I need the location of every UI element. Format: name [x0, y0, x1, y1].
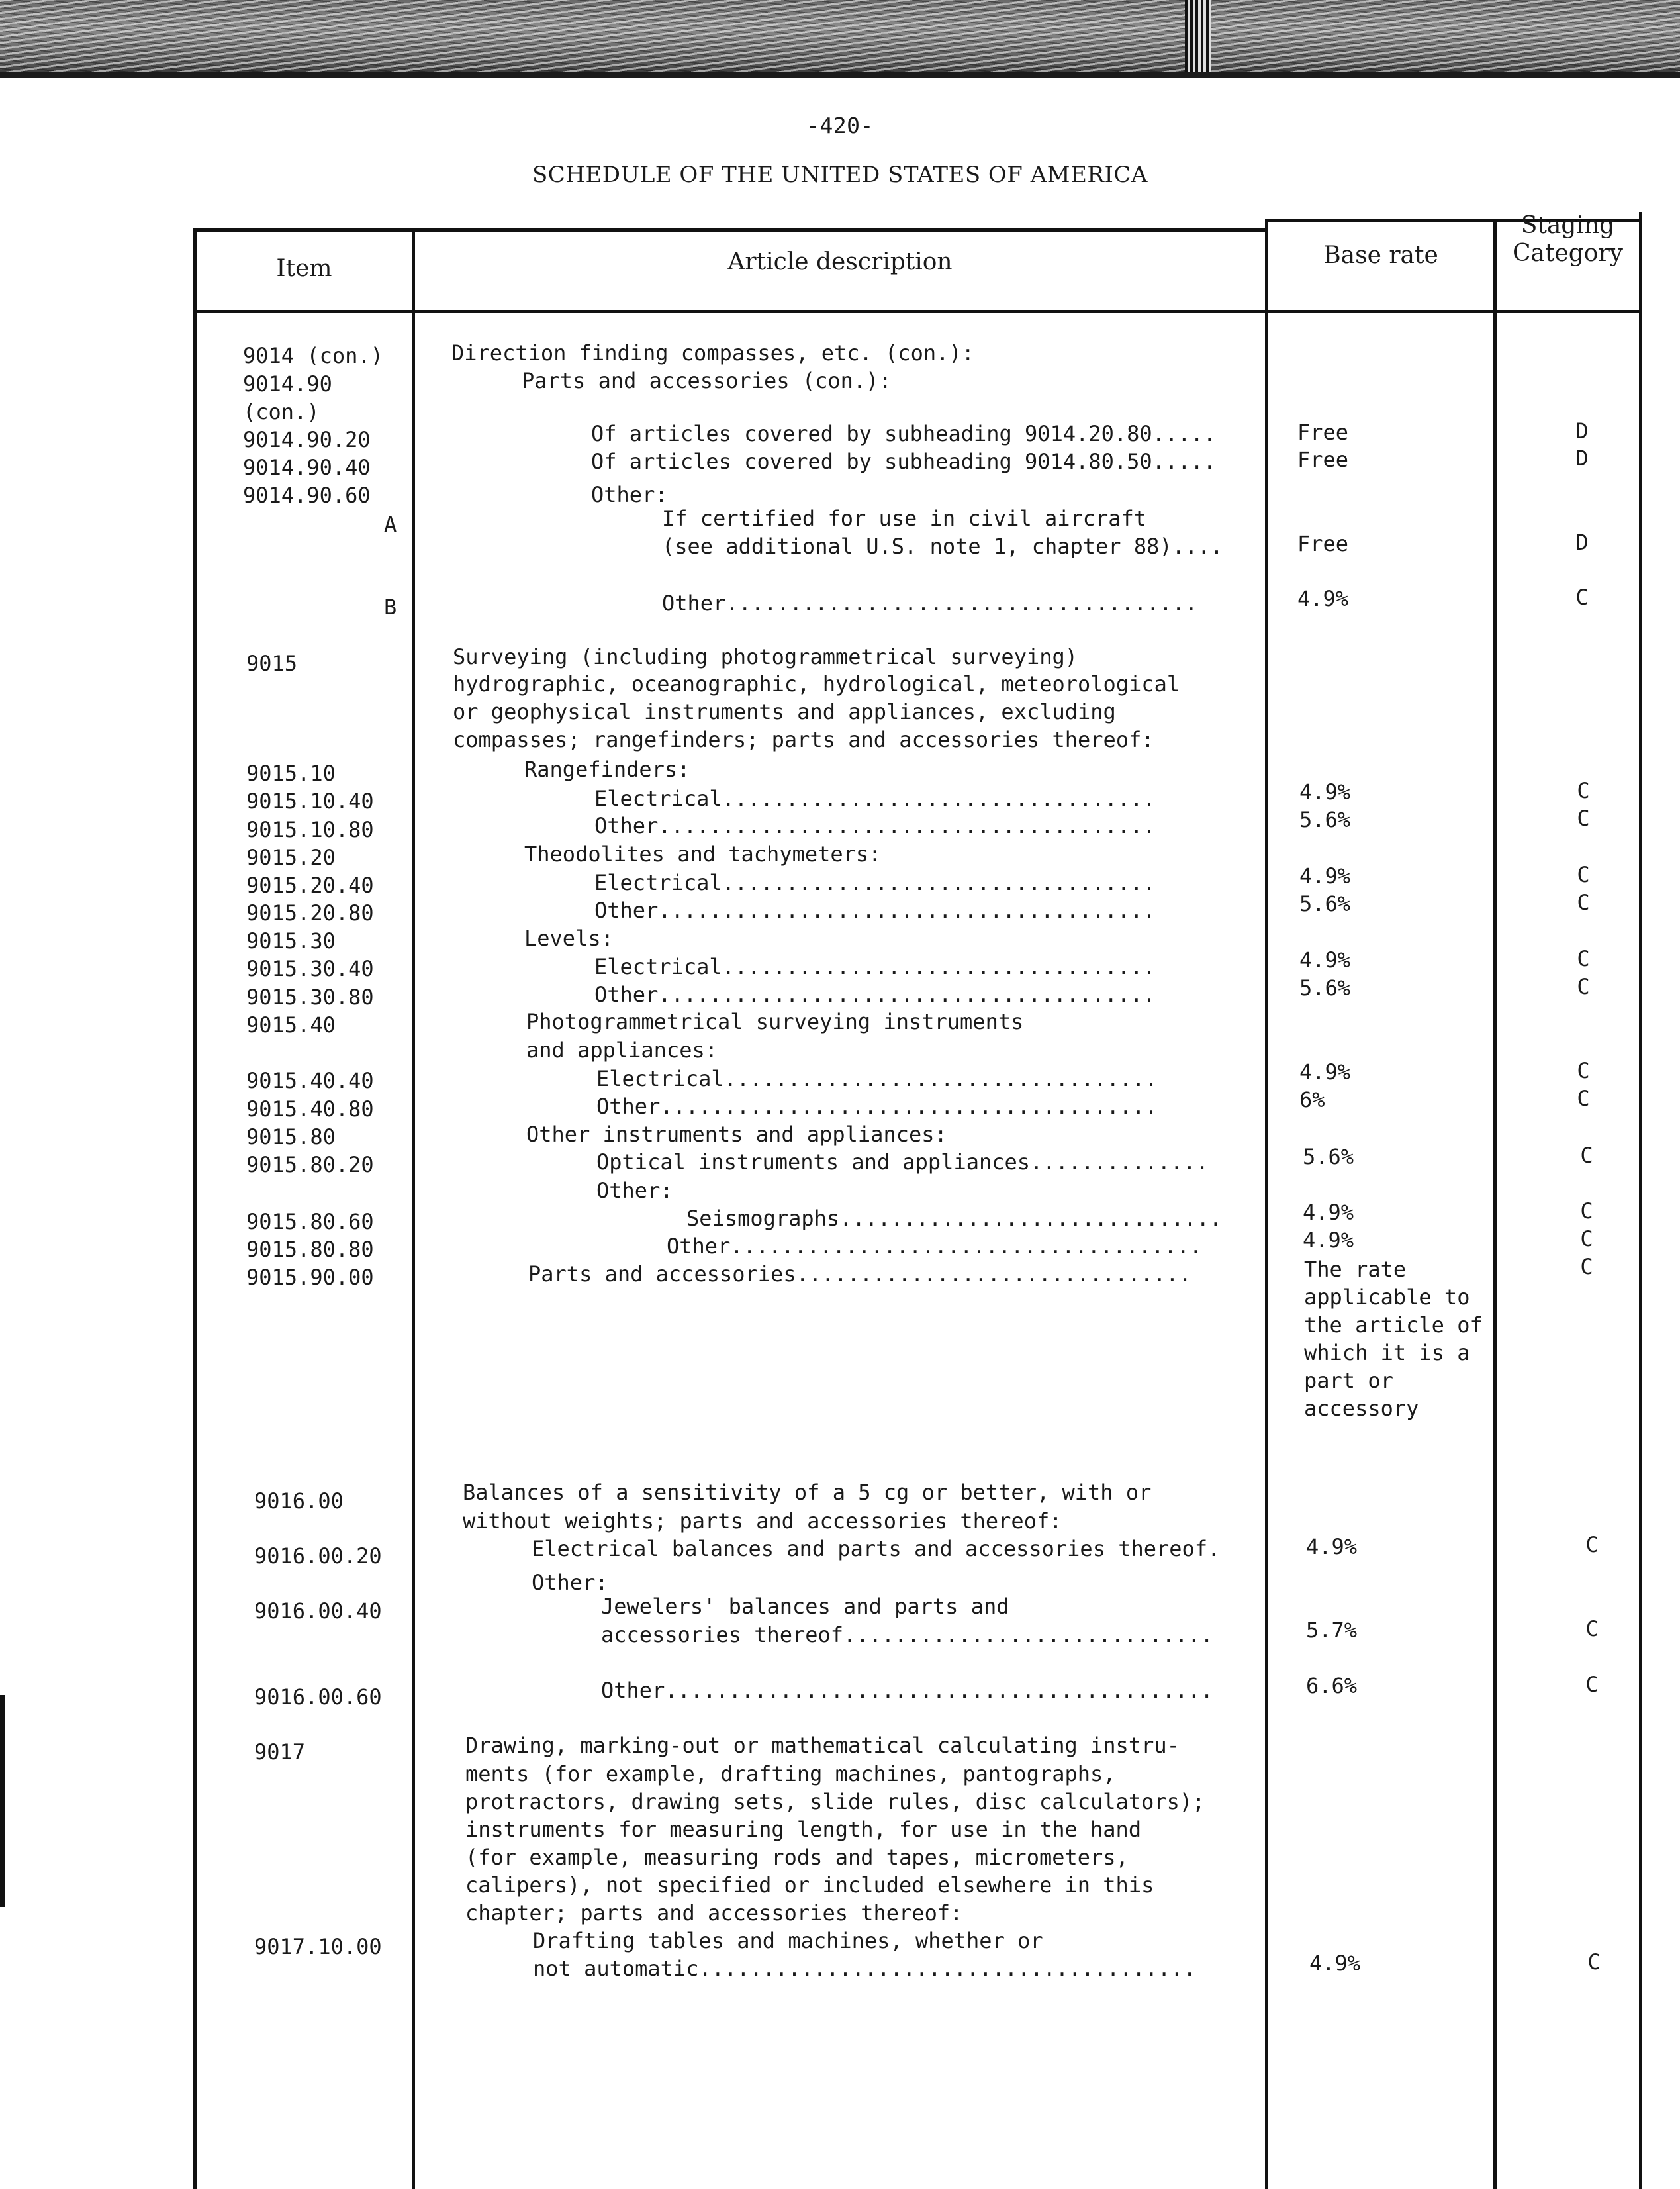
base-rate: 4.9%: [1303, 1200, 1354, 1225]
staging-category: C: [1577, 946, 1590, 971]
staging-category: C: [1577, 1058, 1590, 1083]
scan-edge-shadow: [0, 72, 1680, 78]
article-description: Of articles covered by subheading 9014.80.50.....: [591, 449, 1217, 474]
column-header-description: Article description: [727, 248, 953, 275]
item-code: 9015.30: [246, 928, 336, 953]
base-rate: 4.9%: [1299, 948, 1351, 973]
item-code: 9014 (con.): [243, 343, 383, 368]
base-rate: 6%: [1299, 1087, 1325, 1112]
page-title: SCHEDULE OF THE UNITED STATES OF AMERICA: [532, 162, 1148, 188]
staging-category: C: [1575, 585, 1589, 610]
article-description: Photogrammetrical surveying instruments: [526, 1009, 1024, 1034]
item-code: 9014.90.40: [243, 455, 371, 480]
base-rate: 5.6%: [1299, 975, 1351, 1000]
article-description: Electrical..................................: [594, 954, 1156, 979]
article-description: Other:: [596, 1178, 673, 1203]
article-description: Rangefinders:: [524, 757, 690, 782]
article-description: Electrical balances and parts and accessories thereof.: [532, 1536, 1221, 1561]
page-number: -420-: [806, 113, 874, 138]
article-description: Balances of a sensitivity of a 5 cg or better, with or: [463, 1480, 1152, 1505]
item-code: 9015.20.40: [246, 873, 374, 898]
staging-category: D: [1575, 418, 1589, 444]
article-description: Electrical..................................: [594, 786, 1156, 811]
item-code: 9015.20.80: [246, 900, 374, 926]
staging-category: C: [1577, 806, 1590, 831]
item-code: 9015.10.80: [246, 817, 374, 842]
article-description: If certified for use in civil aircraft: [662, 506, 1147, 531]
article-description: Jewelers' balances and parts and: [601, 1594, 1009, 1619]
base-rate: Free: [1297, 447, 1349, 472]
article-description: without weights; parts and accessories thereof:: [463, 1508, 1062, 1533]
staging-category: C: [1577, 1086, 1590, 1111]
staging-category: C: [1585, 1672, 1599, 1697]
base-rate: 4.9%: [1299, 863, 1351, 889]
article-description: Seismographs..............................: [686, 1206, 1223, 1231]
item-code: 9015.80: [246, 1124, 336, 1149]
article-description: instruments for measuring length, for use in the hand: [465, 1817, 1142, 1842]
article-description: (for example, measuring rods and tapes, micrometers,: [465, 1845, 1129, 1870]
column-header-staging: Staging Category: [1512, 212, 1624, 267]
article-description: (see additional U.S. note 1, chapter 88)....: [662, 534, 1223, 559]
article-description: Other...........................................: [601, 1678, 1213, 1703]
article-description: Levels:: [524, 926, 614, 951]
article-description: Other instruments and appliances:: [526, 1122, 947, 1147]
article-description: Drafting tables and machines, whether or: [533, 1928, 1043, 1953]
article-description: Electrical..................................: [594, 870, 1156, 895]
staging-category: C: [1585, 1532, 1599, 1557]
article-description: hydrographic, oceanographic, hydrological, meteorological: [453, 671, 1180, 697]
base-rate: 5.7%: [1306, 1618, 1358, 1643]
article-description: Parts and accessories...............................: [528, 1261, 1191, 1287]
item-code: 9015.30.80: [246, 985, 374, 1010]
staging-category: C: [1577, 862, 1590, 887]
staging-category: C: [1580, 1254, 1593, 1279]
article-description: Other.....................................: [662, 591, 1198, 616]
item-code: 9014.90: [243, 371, 332, 397]
article-description: Other:: [591, 482, 668, 507]
base-rate: 4.9%: [1299, 1059, 1351, 1085]
item-code: 9015.10.40: [246, 789, 374, 814]
article-description: compasses; rangefinders; parts and accessories thereof:: [453, 727, 1154, 752]
item-code: 9015.40: [246, 1012, 336, 1038]
staging-category: C: [1580, 1198, 1593, 1224]
staging-category: C: [1577, 778, 1590, 803]
staging-category: D: [1575, 446, 1589, 471]
item-code: 9017.10.00: [254, 1934, 382, 1959]
base-rate: 4.9%: [1306, 1534, 1358, 1559]
item-code: 9014.90.60: [243, 483, 371, 508]
staging-category: C: [1587, 1949, 1601, 1974]
item-code: 9017: [254, 1739, 306, 1765]
base-rate: 6.6%: [1306, 1673, 1358, 1698]
item-code: 9015.80.80: [246, 1237, 374, 1262]
base-rate: 4.9%: [1303, 1228, 1354, 1253]
article-description: Other:: [532, 1570, 608, 1595]
item-code: 9015.80.60: [246, 1209, 374, 1234]
article-description: not automatic.......................................: [533, 1956, 1196, 1981]
staging-category: C: [1577, 974, 1590, 999]
article-description: Parts and accessories (con.):: [522, 368, 892, 393]
item-code: 9016.00.60: [254, 1684, 382, 1710]
article-description: calipers), not specified or included elsewhere in this: [465, 1873, 1154, 1898]
article-description: Other.......................................: [594, 982, 1156, 1007]
base-rate: Free: [1297, 420, 1349, 445]
item-code: 9015.20: [246, 845, 336, 870]
base-rate: Free: [1297, 531, 1349, 556]
item-code: 9015.40.40: [246, 1068, 374, 1093]
item-code: 9016.00.40: [254, 1598, 382, 1624]
scan-seam: [1185, 0, 1211, 78]
staging-category: C: [1580, 1143, 1593, 1168]
article-description: Of articles covered by subheading 9014.20.80.....: [591, 421, 1217, 446]
item-code: B: [384, 595, 397, 620]
article-description: Other.......................................: [594, 813, 1156, 838]
article-description: chapter; parts and accessories thereof:: [465, 1900, 963, 1925]
article-description: Direction finding compasses, etc. (con.):: [451, 340, 974, 365]
scanned-top-edge: [0, 0, 1680, 78]
article-description: Electrical..................................: [596, 1066, 1158, 1091]
article-description: Surveying (including photogrammetrical surveying): [453, 644, 1078, 669]
item-code: 9015.90.00: [246, 1265, 374, 1290]
base-rate: 4.9%: [1297, 586, 1349, 611]
article-description: Drawing, marking-out or mathematical calculating instru-: [465, 1733, 1180, 1758]
scan-margin-mark: [0, 1695, 5, 1907]
article-description: accessories thereof.............................: [601, 1622, 1213, 1647]
column-header-item: Item: [276, 255, 332, 282]
column-header-base-rate: Base rate: [1323, 242, 1438, 269]
item-code: 9015.40.80: [246, 1096, 374, 1122]
item-code: 9015.80.20: [246, 1152, 374, 1177]
article-description: protractors, drawing sets, slide rules, disc calculators);: [465, 1789, 1205, 1814]
article-description: Other.......................................: [596, 1094, 1158, 1119]
base-rate: 5.6%: [1299, 807, 1351, 832]
item-code: 9016.00.20: [254, 1543, 382, 1569]
item-code: A: [384, 512, 397, 537]
base-rate: 4.9%: [1309, 1951, 1361, 1976]
base-rate: 4.9%: [1299, 779, 1351, 804]
staging-category: C: [1577, 890, 1590, 915]
article-description: Optical instruments and appliances..............: [596, 1149, 1209, 1175]
item-code: 9015.10: [246, 761, 336, 786]
article-description: Other.....................................: [667, 1234, 1203, 1259]
staging-category: C: [1585, 1616, 1599, 1641]
base-rate: 5.6%: [1303, 1144, 1354, 1169]
base-rate: 5.6%: [1299, 891, 1351, 916]
article-description: Other.......................................: [594, 898, 1156, 923]
article-description: Theodolites and tachymeters:: [524, 842, 882, 867]
staging-category: C: [1580, 1226, 1593, 1251]
article-description: ments (for example, drafting machines, pantographs,: [465, 1761, 1116, 1786]
item-code: 9015: [246, 651, 298, 676]
item-code: 9016.00: [254, 1488, 344, 1514]
item-code: (con.): [243, 399, 320, 424]
article-description: or geophysical instruments and appliances, excluding: [453, 699, 1116, 724]
staging-category: D: [1575, 530, 1589, 555]
base-rate: The rate applicable to the article of which it is a part or accessory: [1304, 1257, 1483, 1421]
item-code: 9014.90.20: [243, 427, 371, 452]
article-description: and appliances:: [526, 1038, 718, 1063]
item-code: 9015.30.40: [246, 956, 374, 981]
